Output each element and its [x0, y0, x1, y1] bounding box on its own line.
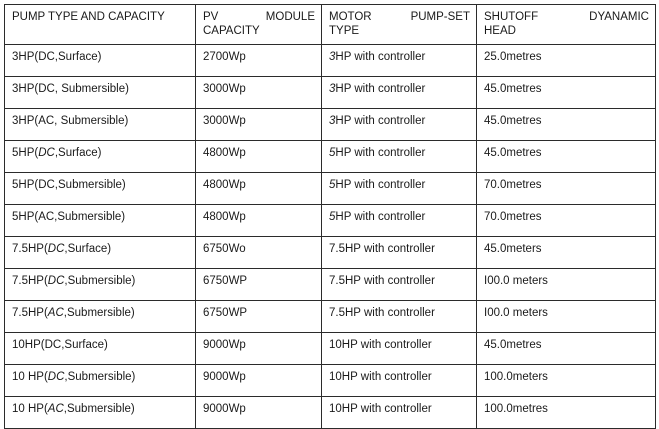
- motor-rating: 5: [329, 178, 336, 191]
- motor-description: HP with controller: [335, 50, 426, 63]
- table-row: [5, 268, 656, 300]
- cell-pump-type: [5, 268, 196, 300]
- cell-pv-module-capacity: 9000Wp: [196, 364, 322, 396]
- pump-type-text: 7.5HP(: [12, 242, 48, 255]
- pump-type-text-suffix: ,Surface): [64, 242, 112, 255]
- column-header-motor-pump-set-type: [322, 5, 477, 45]
- cell-pv-module-capacity: 4800Wp: [196, 172, 322, 204]
- cell-shutoff-dynamic-head: 70.0metres: [477, 204, 656, 236]
- cell-pv-module-capacity: 9000Wp: [196, 332, 322, 364]
- pump-type-current-type: AC: [47, 402, 64, 415]
- cell-pv-module-capacity: 4800Wp: [196, 204, 322, 236]
- cell-shutoff-dynamic-head: 100.0meters: [477, 364, 656, 396]
- cell-shutoff-dynamic-head: 45.0metres: [477, 140, 656, 172]
- cell-pump-type: [5, 172, 196, 204]
- cell-motor-pump-set-type: [322, 364, 477, 396]
- motor-rating: 3: [329, 50, 336, 63]
- cell-pv-module-capacity: 2700Wp: [196, 44, 322, 76]
- motor-rating: 10: [329, 370, 342, 383]
- column-header-pv-word1: PV: [203, 11, 219, 23]
- cell-motor-pump-set-type: [322, 204, 477, 236]
- motor-rating: 3: [329, 82, 336, 95]
- column-header-pv-line2: CAPACITY: [203, 25, 260, 38]
- table-row: [5, 172, 656, 204]
- cell-shutoff-dynamic-head: 25.0metres: [477, 44, 656, 76]
- pump-type-current-type: DC: [47, 242, 65, 255]
- motor-rating: 5: [329, 210, 336, 223]
- table-row: [5, 140, 656, 172]
- table-row: [5, 44, 656, 76]
- cell-motor-pump-set-type: [322, 332, 477, 364]
- cell-shutoff-dynamic-head: I00.0 meters: [477, 268, 656, 300]
- motor-description: HP with controller: [341, 338, 432, 351]
- pump-type-text: 10 HP(: [12, 402, 48, 415]
- pump-type-text: 5HP(DC,Submersible): [12, 178, 126, 191]
- pump-type-text: 3HP(DC, Submersible): [12, 82, 129, 95]
- motor-description: HP with controller: [341, 402, 432, 415]
- table-row: [5, 236, 656, 268]
- cell-motor-pump-set-type: [322, 172, 477, 204]
- cell-motor-pump-set-type: [322, 396, 477, 428]
- motor-rating: 5: [329, 146, 336, 159]
- pump-type-text: 7.5HP(: [12, 274, 48, 287]
- pump-type-text: 3HP(AC, Submersible): [12, 114, 129, 127]
- motor-rating: 3: [329, 114, 336, 127]
- motor-description: HP with controller: [335, 210, 426, 223]
- motor-rating: 7.5: [329, 242, 345, 255]
- motor-description: HP with controller: [345, 242, 435, 255]
- table-row: [5, 332, 656, 364]
- motor-description: HP with controller: [335, 114, 426, 127]
- cell-motor-pump-set-type: [322, 300, 477, 332]
- cell-shutoff-dynamic-head: 45.0metres: [477, 108, 656, 140]
- pump-type-text: 5HP(: [12, 146, 39, 159]
- cell-pv-module-capacity: 6750WP: [196, 300, 322, 332]
- motor-rating: 7.5: [329, 306, 345, 319]
- motor-description: HP with controller: [335, 82, 426, 95]
- motor-rating: 10: [329, 338, 342, 351]
- pump-specification-table: [4, 4, 656, 429]
- column-header-head-line2: HEAD: [484, 25, 516, 38]
- motor-description: HP with controller: [345, 274, 435, 287]
- column-header-pump-type-word1: PUMP TYPE AND CAPACITY: [12, 11, 165, 23]
- cell-pv-module-capacity: 3000Wp: [196, 76, 322, 108]
- cell-pv-module-capacity: 4800Wp: [196, 140, 322, 172]
- cell-motor-pump-set-type: [322, 236, 477, 268]
- pump-type-text-suffix: ,Surface): [54, 146, 102, 159]
- cell-shutoff-dynamic-head: 45.0meters: [477, 236, 656, 268]
- column-header-head-word1: SHUTOFF: [484, 11, 539, 23]
- cell-motor-pump-set-type: [322, 268, 477, 300]
- pump-type-text: 10 HP(: [12, 370, 48, 383]
- pump-type-text: 5HP(AC,Submersible): [12, 210, 126, 223]
- pump-type-current-type: AC: [47, 306, 64, 319]
- cell-pv-module-capacity: 9000Wp: [196, 396, 322, 428]
- cell-shutoff-dynamic-head: 45.0metres: [477, 76, 656, 108]
- column-header-motor-word2: PUMP-SET: [410, 11, 470, 23]
- table-row: [5, 364, 656, 396]
- cell-motor-pump-set-type: [322, 76, 477, 108]
- column-header-motor-word1: MOTOR: [329, 11, 372, 23]
- motor-description: HP with controller: [341, 370, 432, 383]
- motor-rating: 10: [329, 402, 342, 415]
- cell-pump-type: [5, 108, 196, 140]
- column-header-motor-line2: TYPE: [329, 25, 360, 38]
- column-header-head-word2: DYANAMIC: [589, 11, 649, 23]
- pump-type-text: 3HP(DC,Surface): [12, 50, 102, 63]
- cell-motor-pump-set-type: [322, 140, 477, 172]
- cell-shutoff-dynamic-head: 100.0metres: [477, 396, 656, 428]
- pump-type-text-suffix: ,Submersible): [63, 402, 135, 415]
- pump-type-text: 10HP(DC,Surface): [12, 338, 108, 351]
- pump-type-current-type: DC: [47, 274, 65, 287]
- cell-pump-type: [5, 204, 196, 236]
- table-body: [5, 44, 656, 428]
- pump-type-text-suffix: ,Submersible): [64, 274, 136, 287]
- table-row: [5, 300, 656, 332]
- cell-pv-module-capacity: 6750Wo: [196, 236, 322, 268]
- cell-pump-type: [5, 44, 196, 76]
- cell-pv-module-capacity: 3000Wp: [196, 108, 322, 140]
- pump-type-text-suffix: ,Submersible): [63, 306, 135, 319]
- cell-pump-type: [5, 76, 196, 108]
- cell-pump-type: [5, 332, 196, 364]
- motor-description: HP with controller: [335, 178, 426, 191]
- cell-pump-type: [5, 396, 196, 428]
- motor-rating: 7.5: [329, 274, 345, 287]
- pump-type-current-type: DC: [47, 370, 65, 383]
- cell-motor-pump-set-type: [322, 108, 477, 140]
- pump-type-current-type: DC: [38, 146, 55, 159]
- cell-shutoff-dynamic-head: I00.0 meters: [477, 300, 656, 332]
- cell-shutoff-dynamic-head: 70.0metres: [477, 172, 656, 204]
- table-row: [5, 396, 656, 428]
- table-row: [5, 76, 656, 108]
- table-header-row: [5, 5, 656, 45]
- motor-description: HP with controller: [345, 306, 435, 319]
- table-row: [5, 204, 656, 236]
- table-header: [5, 5, 656, 45]
- cell-pv-module-capacity: 6750WP: [196, 268, 322, 300]
- pump-type-text: 7.5HP(: [12, 306, 48, 319]
- cell-pump-type: [5, 364, 196, 396]
- column-header-shutoff-dynamic-head: [477, 5, 656, 45]
- cell-pump-type: [5, 300, 196, 332]
- cell-shutoff-dynamic-head: 45.0metres: [477, 332, 656, 364]
- cell-pump-type: [5, 236, 196, 268]
- column-header-pv-word2: MODULE: [265, 11, 315, 23]
- table-row: [5, 108, 656, 140]
- cell-motor-pump-set-type: [322, 44, 477, 76]
- motor-description: HP with controller: [335, 146, 426, 159]
- column-header-pv-module-capacity: [196, 5, 322, 45]
- column-header-pump-type: [5, 5, 196, 45]
- cell-pump-type: [5, 140, 196, 172]
- pump-type-text-suffix: ,Submersible): [64, 370, 136, 383]
